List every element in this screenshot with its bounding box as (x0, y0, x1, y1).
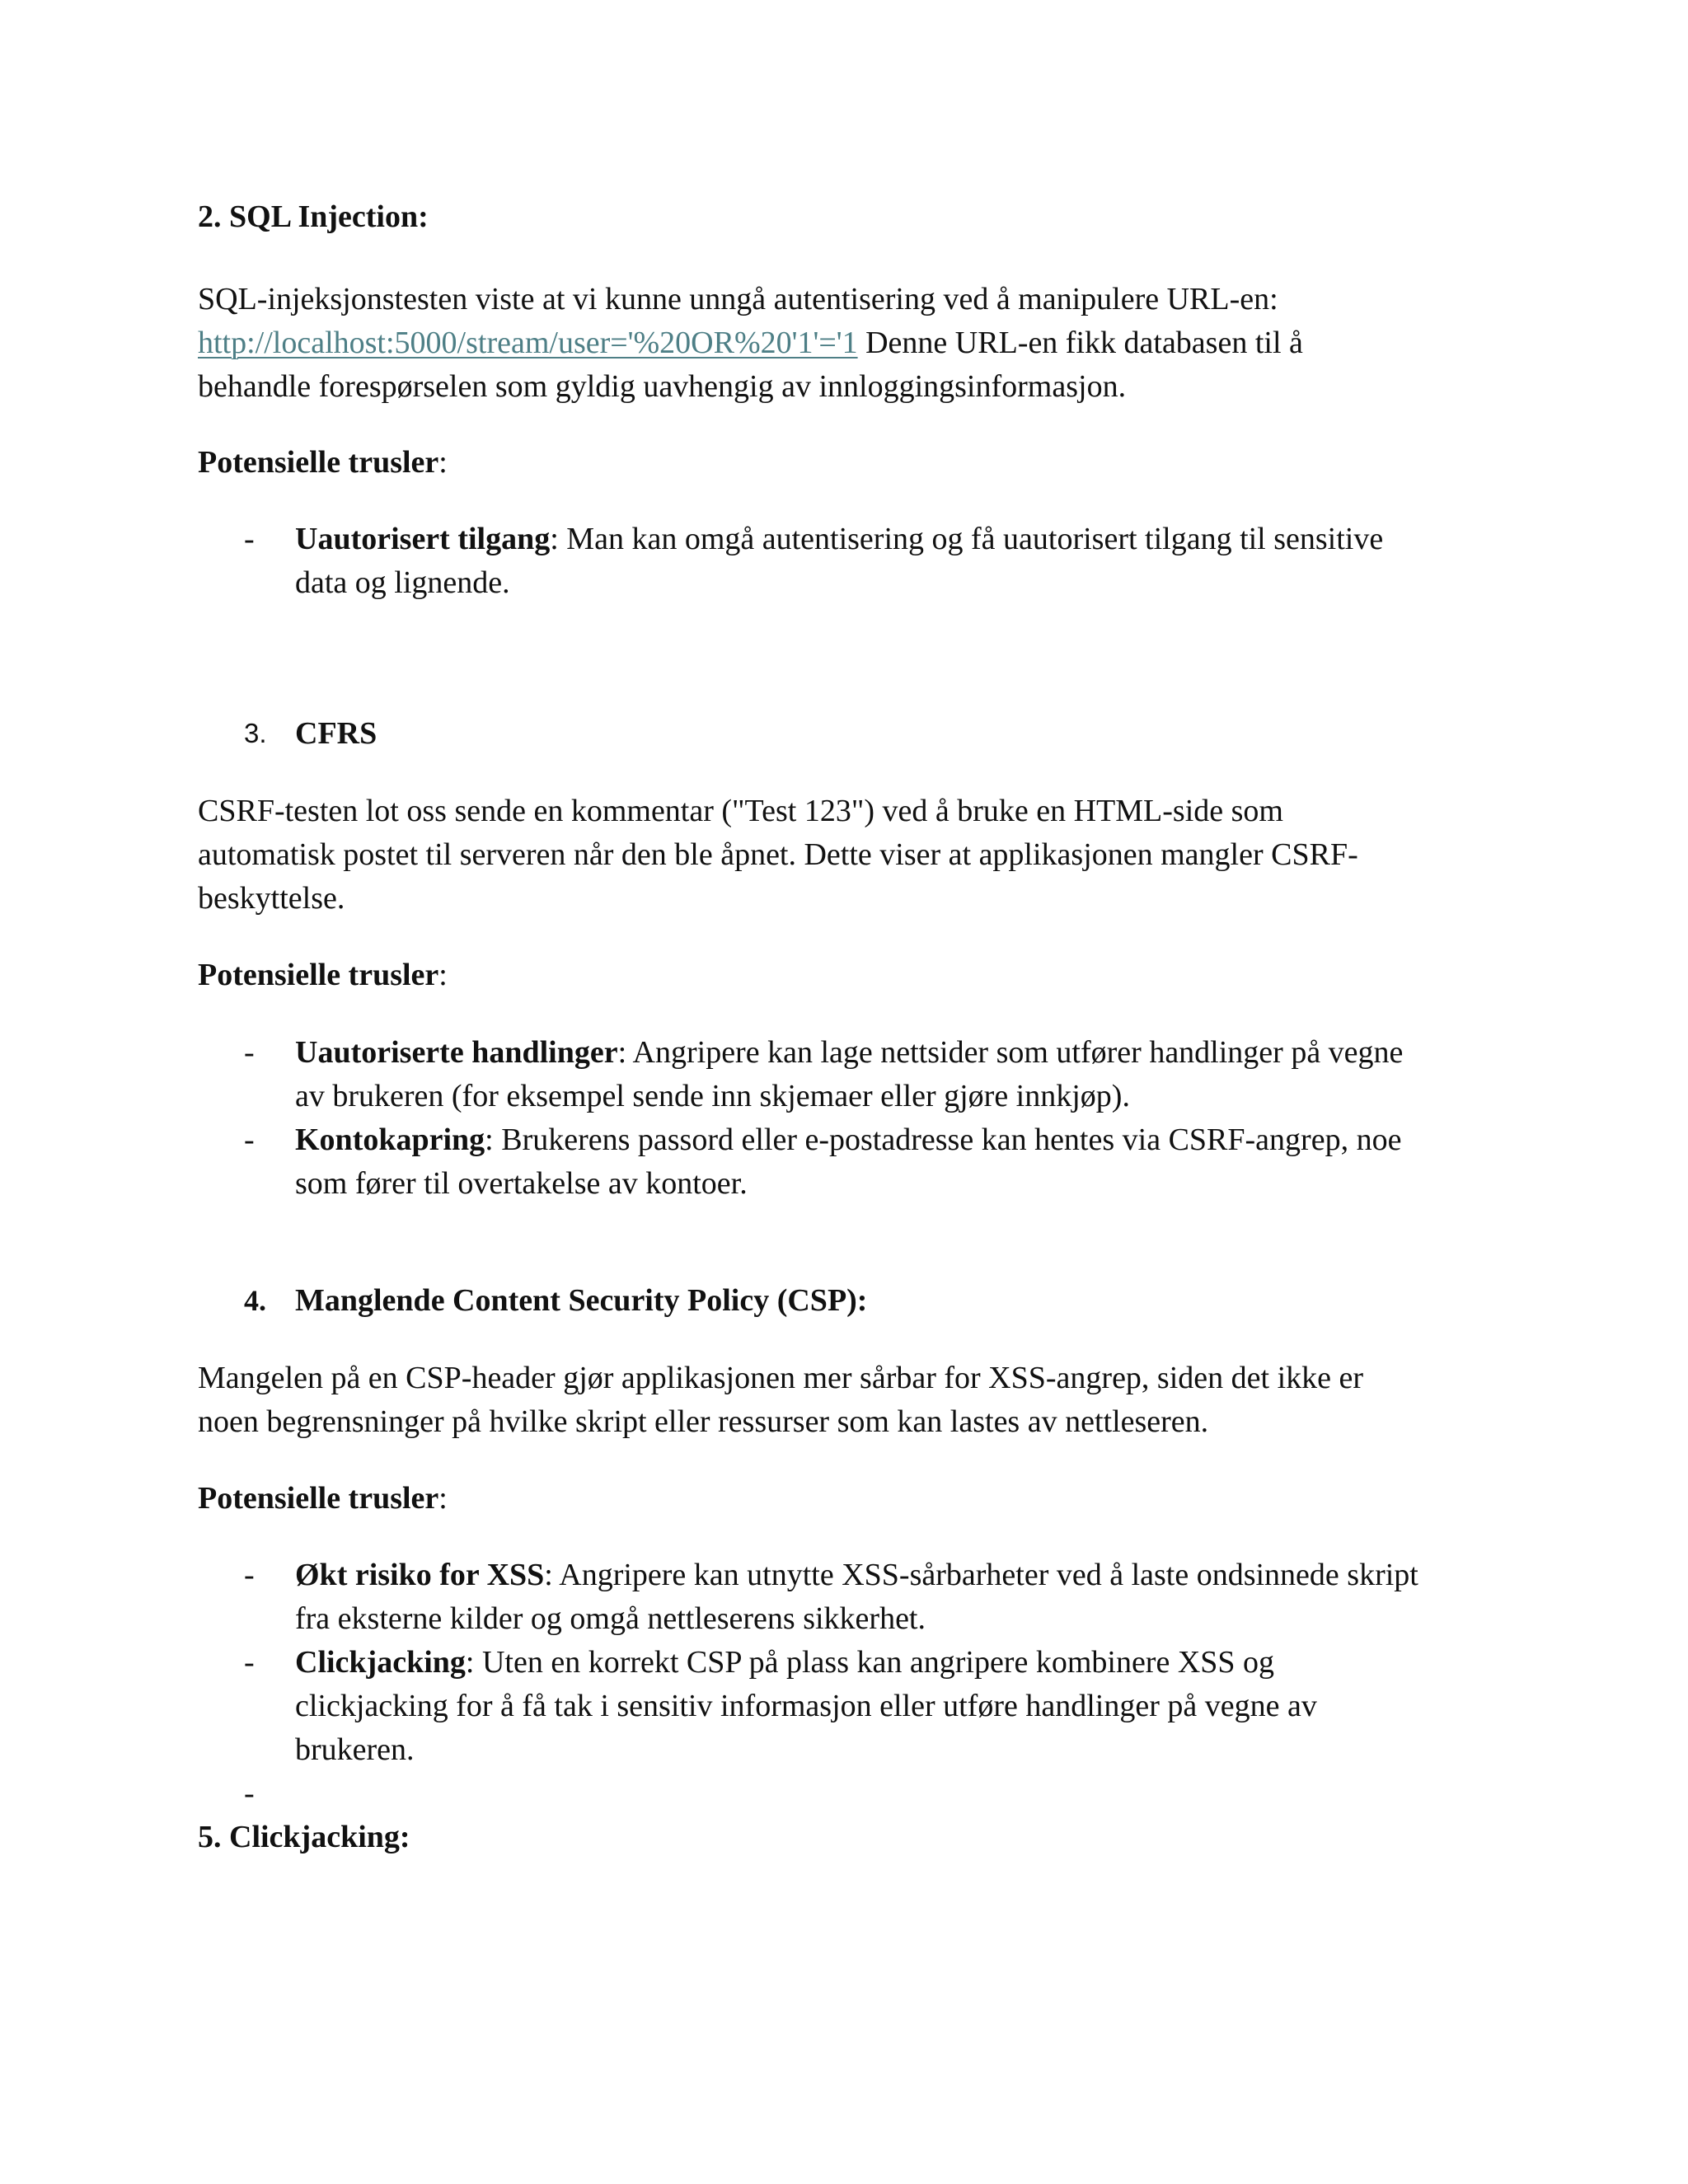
bullet-dash: - (244, 522, 255, 556)
bullet-dash-empty: - (244, 1776, 255, 1811)
section-3-paragraph-line-2: automatisk postet til serveren når den ble åpnet. Dette viser at applikasjonen mangler CSRF- (198, 837, 1358, 872)
section-2-paragraph-line-3: behandle forespørselen som gyldig uavhengig av innloggingsinformasjon. (198, 369, 1127, 404)
bullet-dash: - (244, 1645, 255, 1680)
section-4-threats-label: Potensielle trusler: (198, 1481, 448, 1516)
section-3-bullet-2-line-2: som fører til overtakelse av kontoer. (295, 1166, 748, 1201)
section-3-paragraph-line-1: CSRF-testen lot oss sende en kommentar ("Test 123") ved å bruke en HTML-side som (198, 794, 1283, 828)
section-2-heading: 2. SQL Injection: (198, 199, 429, 234)
section-4-paragraph-line-2: noen begrensninger på hvilke skript eller ressurser som kan lastes av nettleseren. (198, 1404, 1209, 1439)
section-4-heading: Manglende Content Security Policy (CSP): (295, 1283, 868, 1318)
section-2-paragraph-line-1: SQL-injeksjonstesten viste at vi kunne unngå autentisering ved å manipulere URL-en: (198, 282, 1278, 316)
section-2-bullet-1-line-1: Uautorisert tilgang: Man kan omgå autentisering og få uautorisert tilgang til sensitive (295, 522, 1384, 556)
bullet-dash: - (244, 1558, 255, 1592)
section-2-bullet-1-line-2: data og lignende. (295, 565, 510, 600)
section-3-bullet-2-line-1: Kontokapring: Brukerens passord eller e-postadresse kan hentes via CSRF-angrep, noe (295, 1122, 1402, 1157)
section-4-bullet-2-line-2: clickjacking for å få tak i sensitiv informasjon eller utføre handlinger på vegne av (295, 1689, 1317, 1723)
bullet-dash: - (244, 1122, 255, 1157)
section-3-paragraph-line-3: beskyttelse. (198, 881, 345, 916)
section-3-threats-label: Potensielle trusler: (198, 958, 448, 992)
section-5-heading: 5. Clickjacking: (198, 1820, 410, 1854)
section-2-paragraph-line-2 (198, 321, 1303, 365)
section-4-paragraph-line-1: Mangelen på en CSP-header gjør applikasjonen mer sårbar for XSS-angrep, siden det ikke er (198, 1361, 1364, 1395)
section-4-bullet-2-line-1: Clickjacking: Uten en korrekt CSP på plass kan angripere kombinere XSS og (295, 1645, 1275, 1680)
section-2-paragraph-line-2-rest: Denne URL-en fikk databasen til å (857, 326, 1303, 360)
section-3-heading: CFRS (295, 716, 377, 751)
section-4-number: 4. (244, 1284, 266, 1317)
sql-injection-url-link[interactable]: http://localhost:5000/stream/user='%20OR%20'1'='1 (198, 326, 858, 360)
section-3-number: 3. (244, 718, 267, 748)
section-4-bullet-2-line-3: brukeren. (295, 1732, 415, 1767)
section-2-threats-label: Potensielle trusler: (198, 445, 448, 480)
bullet-dash: - (244, 1035, 255, 1070)
section-4-bullet-1-line-2: fra eksterne kilder og omgå nettleserens sikkerhet. (295, 1601, 926, 1636)
section-3-bullet-1-line-2: av brukeren (for eksempel sende inn skjemaer eller gjøre innkjøp). (295, 1079, 1130, 1113)
section-4-bullet-1-line-1: Økt risiko for XSS: Angripere kan utnytte XSS-sårbarheter ved å laste ondsinnede skript (295, 1558, 1418, 1592)
section-3-bullet-1-line-1: Uautoriserte handlinger: Angripere kan lage nettsider som utfører handlinger på vegne (295, 1035, 1404, 1070)
